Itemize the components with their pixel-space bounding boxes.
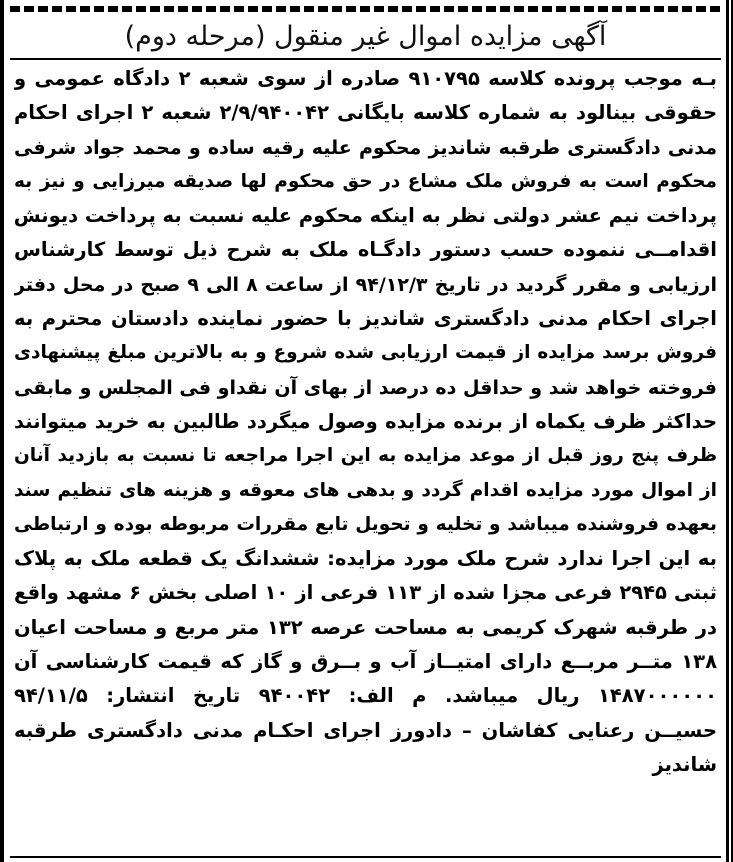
body-line: حداکثر ظرف یکماه از برنده مزایده وصول میگردد طالبین به خرید میتوانند (14, 409, 717, 433)
body-line: بعهده فروشنده میباشد و تخلیه و تحویل تابع مقررات مربوطه بوده و ارتباطی (14, 513, 717, 535)
left-border (0, 0, 4, 862)
body-line: بـه موجب پرونده کلاسه ۹۱۰۷۹۵ صادره از سوی شعبه ۲ دادگاه عمومی و (14, 67, 717, 90)
body-line: فروش برسد مزایده از قیمت ارزیابی شده شروع و به بالاترین مبلغ پیشنهادی (14, 342, 717, 364)
body-line: در طرقبه شهرک کریمی به مساحت عرصه ۱۳۲ متر مربع و مساحت اعیان (14, 615, 717, 639)
body-line: محکوم است به فروش ملک مشاع در حق محکوم لها صدیقه میرزایی و نیز به (14, 170, 717, 192)
body-line: شاندیز (652, 752, 717, 776)
body-line: ۱۳۸ متــر مربــع دارای امتیــاز آب و بــرق و گاز که قیمت کارشناسی آن (14, 650, 717, 674)
body-line: حسیــن رعنایی کفاشان – دادورز اجرای احکـام مدنی دادگستری طرقبه (14, 718, 717, 742)
notice-title: آگهی مزایده اموال غیر منقول (مرحله دوم) (124, 20, 607, 52)
body-line: اقدامــی ننموده حسب دستور دادگـاه ملک به شرح ذیل توسط کارشناس (14, 238, 717, 262)
notice-body (14, 62, 717, 782)
body-line: فروخته خواهد شد و حداقل ده درصد از بهای آن نقداو فی المجلس و مابقی (14, 376, 717, 399)
body-line: ۱۴۸۷۰۰۰۰۰۰ ریال میباشد. م الف: ۹۴۰۰۴۲ تاریخ انتشار: ۹۴/۱۱/۵ (14, 684, 717, 708)
body-line: اجرای احکام مدنی دادگستری شاندیز با حضور نماینده دادستان محترم به (14, 307, 717, 331)
body-line: مدنی دادگستری طرقبه شاندیز محکوم علیه رقیه ساده و محمد جواد شرفی (14, 136, 717, 159)
top-dashed-border (10, 6, 721, 12)
body-line: پرداخت نیم عشر دولتی نظر به اینکه محکوم علیه نسبت به پرداخت دیونش (14, 204, 717, 228)
body-line: حقوقی بینالود به شماره کلاسه بایگانی ۲/۹/۹۴۰۰۴۲ شعبه ۲ اجرای احکام (14, 101, 717, 125)
body-line: ظرف پنج روز قبل از موعد مزایده به این اجرا مراجعه تا نسبت به بازدید آنان (14, 445, 717, 467)
body-line: ثبتی ۲۹۴۵ فرعی مجزا شده از ۱۱۳ فرعی از ۱۰ اصلی بخش ۶ مشهد واقع (14, 581, 717, 605)
right-border (726, 0, 729, 862)
title-bar (10, 14, 721, 58)
body-line: از اموال مورد مزایده اقدام گردد و بدهی های معوقه و هزینه های تنظیم سند (14, 479, 717, 501)
body-line: به این اجرا ندارد شرح ملک مورد مزایده: ششدانگ یک قطعه ملک به پلاک (14, 547, 717, 571)
body-line: ارزیابی و مقرر گردید در تاریخ ۹۴/۱۲/۳ از ساعت ۸ الی ۹ صبح در محل دفتر (14, 273, 717, 296)
title-divider (10, 58, 721, 60)
bottom-border (10, 856, 721, 858)
